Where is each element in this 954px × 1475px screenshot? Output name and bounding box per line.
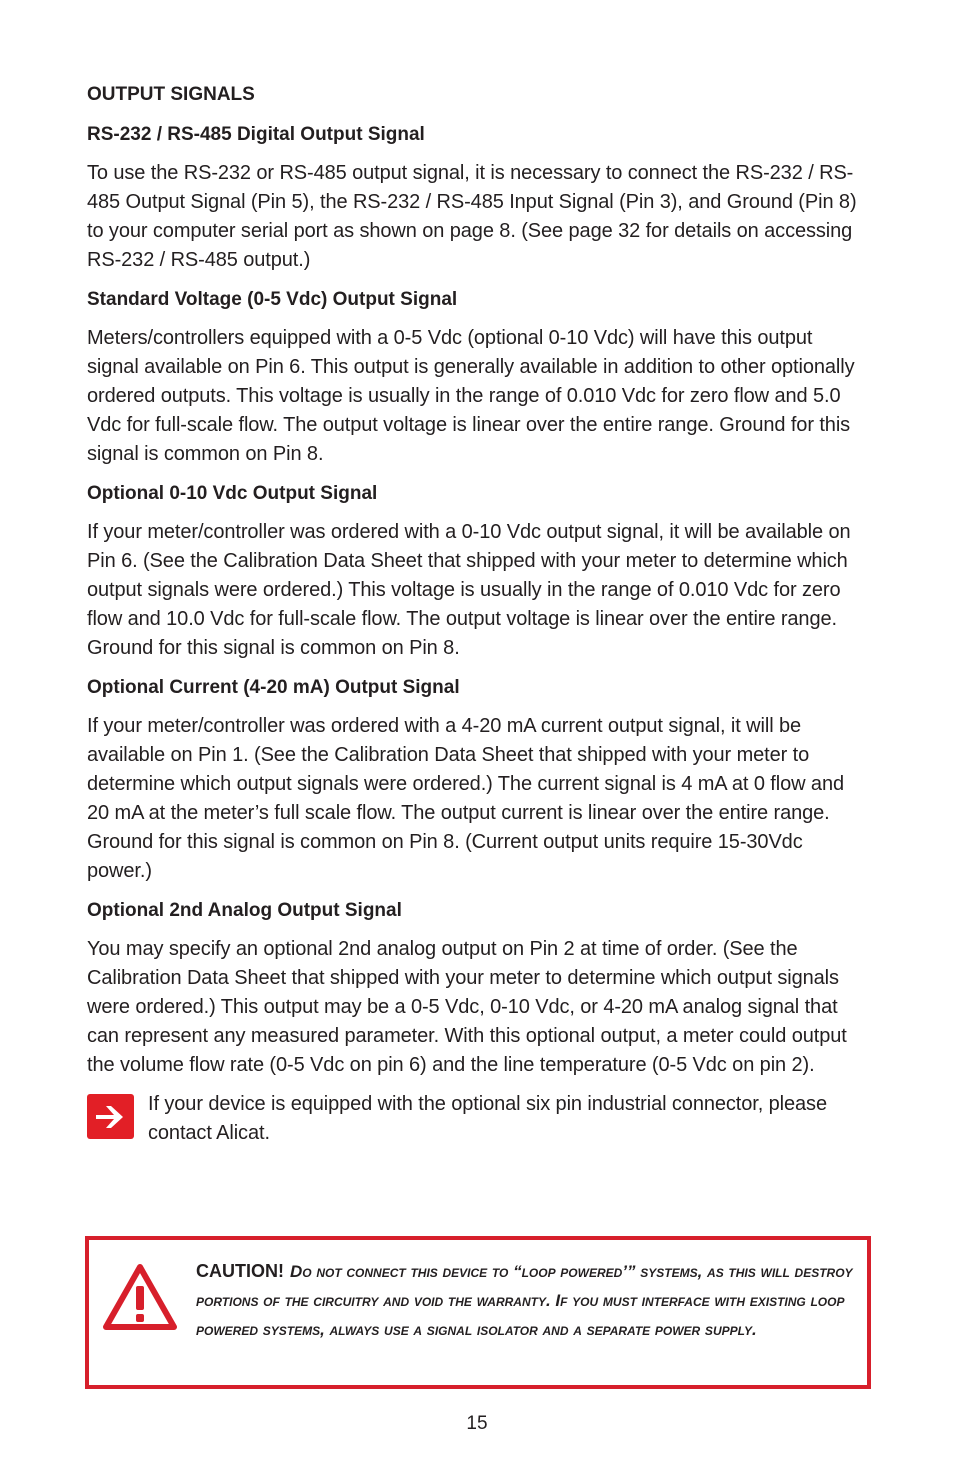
paragraph-rs232-rs485: To use the RS-232 or RS-485 output signal, it is necessary to connect the RS-232 / RS-485 Output Signal (Pin 5), the RS-232 / RS-485 Input Signal (Pin 3), and Ground (Pin 8) to your computer serial port as shown on page 8. (See page 32 for details on accessing RS-232 / RS-485 output.) bbox=[87, 162, 857, 271]
warning-triangle-icon bbox=[102, 1262, 178, 1332]
heading-optional-0-10-vdc: Optional 0-10 Vdc Output Signal bbox=[87, 483, 378, 504]
paragraph-optional-current: If your meter/controller was ordered with a 4-20 mA current output signal, it will be available on Pin 1. (See the Calibration Data Sheet that shipped with your meter to determine which output signals were ordered.) The current signal is 4 mA at 0 flow and 20 mA at the meter’s full scale flow. The output current is linear over the entire range. Ground for this signal is common on Pin 8. (Current output units require 15-30Vdc power.) bbox=[87, 715, 844, 882]
note-text: If your device is equipped with the optional six pin industrial connector, please contact Alicat. bbox=[148, 1093, 827, 1144]
paragraph-optional-2nd-analog: You may specify an optional 2nd analog output on Pin 2 at time of order. (See the Calibration Data Sheet that shipped with your meter to determine which output signals were ordered.) This output may be a 0-5 Vdc, 0-10 Vdc, or 4-20 mA analog signal that can represent any measured parameter. With this optional output, a meter could output the volume flow rate (0-5 Vdc on pin 6) and the line temperature (0-5 Vdc on pin 2). bbox=[87, 938, 847, 1076]
document-page bbox=[87, 80, 865, 1148]
caution-text bbox=[196, 1257, 856, 1344]
caution-label: CAUTION! bbox=[196, 1261, 284, 1281]
page-number: 15 bbox=[466, 1413, 488, 1434]
heading-rs232-rs485: RS-232 / RS-485 Digital Output Signal bbox=[87, 124, 425, 145]
heading-optional-2nd-analog: Optional 2nd Analog Output Signal bbox=[87, 900, 402, 921]
caution-message: Do not connect this device to “loop powered’” systems, as this will destroy portions of the circuitry and void the warranty. If you must interface with existing loop powered systems, always use a signal isolator and a separate power supply. bbox=[196, 1262, 853, 1339]
arrow-right-icon bbox=[87, 1094, 134, 1139]
paragraph-optional-0-10-vdc: If your meter/controller was ordered with a 0-10 Vdc output signal, it will be available on Pin 6. (See the Calibration Data Sheet that shipped with your meter to determine which output signals were ordered.) This voltage is usually in the range of 0.010 Vdc for zero flow and 10.0 Vdc for full-scale flow. The output voltage is linear over the entire range. Ground for this signal is common on Pin 8. bbox=[87, 521, 851, 659]
section-title: OUTPUT SIGNALS bbox=[87, 84, 255, 105]
note bbox=[87, 1090, 865, 1148]
heading-optional-current: Optional Current (4-20 mA) Output Signal bbox=[87, 677, 460, 698]
paragraph-standard-voltage: Meters/controllers equipped with a 0-5 Vdc (optional 0-10 Vdc) will have this output signal available on Pin 6. This output is generally available in addition to other optionally ordered outputs. This voltage is usually in the range of 0.010 Vdc for zero flow and 5.0 Vdc for full-scale flow. The output voltage is linear over the entire range. Ground for this signal is common on Pin 8. bbox=[87, 327, 855, 465]
heading-standard-voltage: Standard Voltage (0-5 Vdc) Output Signal bbox=[87, 289, 458, 310]
caution-box bbox=[85, 1236, 871, 1389]
